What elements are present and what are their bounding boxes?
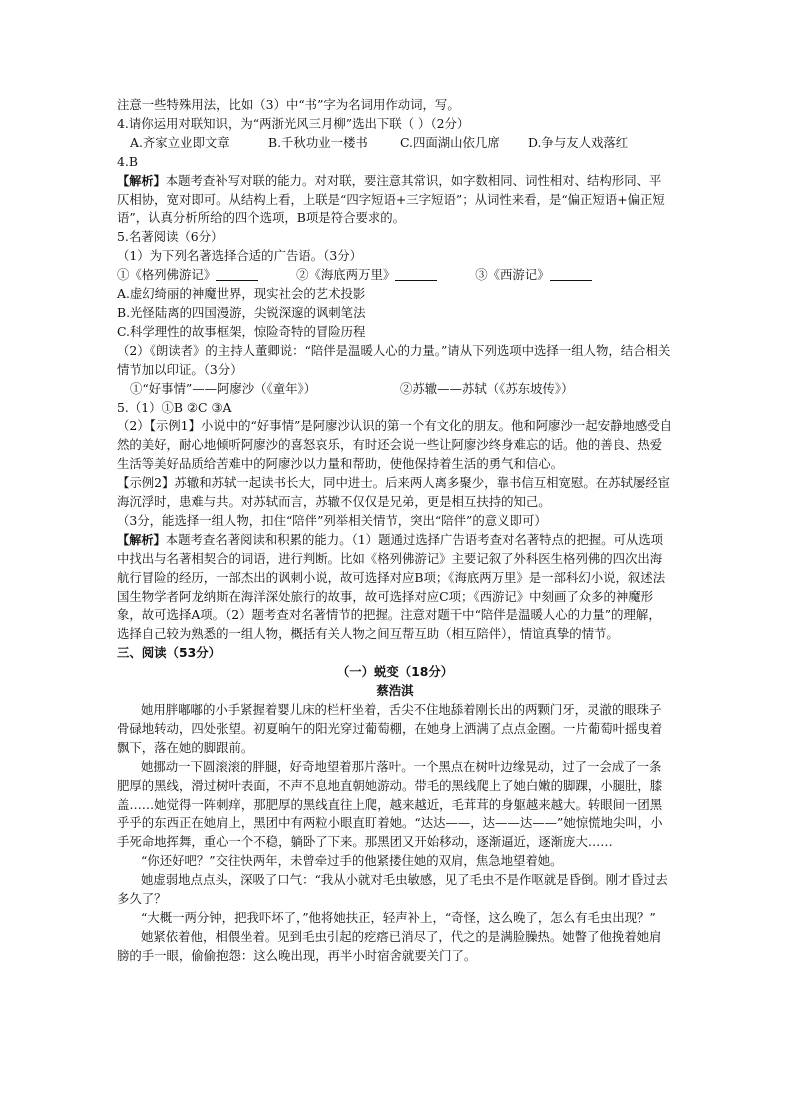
question-5-1: （1）为下列名著选择合适的广告语。（3分） [117, 248, 362, 264]
question-5-2: （2）《朗读者》的主持人董卿说：“陪伴是温暖人心的力量。”请从下列选项中选择一组人物，结合相关情节加以印证。（3分） [117, 342, 671, 377]
book-3: ③《西游记》 [475, 267, 550, 283]
analysis-tag: 【解析】 [117, 173, 166, 188]
text-line: 注意一些特殊用法，比如（3）中“书”字为名词用作动词，写。 [117, 97, 460, 112]
book-1: ①《格列佛游记》 [117, 267, 217, 283]
answer-blank [216, 267, 258, 281]
answer-5-2-example-2: 【示例2】苏辙和苏轼一起读书长大，同中进士。后来两人离多聚少，靠书信互相宽慰。在苏轼屡经宦海沉浮时，患难与共。对苏轼而言，苏辙不仅仅是兄弟，更是相互扶持的知己。 [117, 475, 671, 510]
article-author: 蔡浩淇 [376, 683, 414, 699]
analysis-text: 本题考查补写对联的能力。对对联，要注意其常识，如字数相同、词性相对、结构形同、平仄相协，宽对即可。从结构上看，上联是“四字短语+三字短语”；从词性来看，是“偏正短语+偏正短语”，认真分析所给的四个选项，B项是符合要求的。 [117, 172, 665, 226]
ad-option-a: A.虚幻绮丽的神魔世界，现实社会的艺术投影 [117, 286, 366, 302]
story-paragraph: “你还好吧？”交往快两年，未曾牵过手的他紧搂住她的双肩，焦急地望着她。 [141, 853, 563, 869]
answer-4: 4.B [117, 153, 138, 169]
story-paragraph: “大概一两分钟，把我吓坏了，”他将她扶正，轻声补上，“奇怪，这么晚了，怎么有毛虫出现？” [141, 909, 656, 925]
ad-option-c: C.科学理性的故事框架，惊险奇特的冒险历程 [117, 323, 366, 339]
analysis-tag: 【解析】 [117, 532, 166, 547]
book-list [117, 266, 673, 285]
scoring-note: （3分，能选择一组人物，扣住“陪伴”列举相关情节，突出“陪伴”的意义即可） [117, 512, 547, 528]
answer-5-2-example-1: （2）【示例1】小说中的“好事情”是阿廖沙认识的第一个有文化的朋友。他和阿廖沙一起安静地感受自然的美好，耐心地倾听阿廖沙的喜怒哀乐，有时还会说一些让阿廖沙终身难忘的话。他的善良、热爱生活等美好品质给苦难中的阿廖沙以力量和帮助，使他保持着生活的勇气和信心。 [117, 418, 673, 472]
option-c: C.四面湖山依几席 [400, 134, 500, 150]
option-d: D.争与友人戏落红 [528, 134, 629, 150]
question-4: 4.请你运用对联知识，为“两浙光风三月柳”选出下联（ ）（2分） [117, 115, 470, 131]
answer-blank [395, 267, 437, 281]
option-1: ①“好事情”——阿廖沙（《童年》） [130, 380, 317, 396]
document-page [117, 96, 673, 966]
story-paragraph: 她用胖嘟嘟的小手紧握着婴儿床的栏杆坐着，舌尖不住地舔着刚长出的两颗门牙，灵澈的眼珠子骨碌地转动，四处张望。初夏晌午的阳光穿过葡萄棚，在她身上洒满了点点金圈。一片葡萄叶摇曳着飘下，落在她的脚跟前。 [117, 702, 663, 755]
analysis-4 [117, 172, 673, 229]
section-heading: 三、阅读（53分） [117, 645, 221, 661]
book-2: ②《海底两万里》 [296, 267, 396, 283]
option-a: A.齐家立业即文章 [130, 134, 230, 150]
ad-option-b: B.光怪陆离的四国漫游，尖锐深邃的讽刺笔法 [117, 304, 366, 320]
answer-blank [550, 267, 592, 281]
story-paragraph: 她挪动一下圆滚滚的胖腿，好奇地望着那片落叶。一个黑点在树叶边缘晃动，过了一会成了一条肥厚的黑线，滑过树叶表面，不声不息地直朝她游动。带毛的黑线爬上了她白嫩的脚踝，小腿肚，膝盖……她觉得一阵刺痒，那肥厚的黑线直往上爬，越来越近，毛茸茸的身躯越来越大。转眼间一团黑乎乎的东西正在她肩上，黑团中有两粒小眼直盯着她。“达达——，达——达——”她惊慌地尖叫，小手死命地挥舞，重心一个不稳，躺卧了下来。那黑团又开始移动，逐渐逼近，逐渐庞大…… [117, 758, 663, 850]
story-paragraph: 她虚弱地点点头，深吸了口气：“我从小就对毛虫敏感，见了毛虫不是作呕就是昏倒。刚才昏过去多久了？ [117, 872, 668, 907]
story-paragraph: 她紧依着他，相偎坐着。见到毛虫引起的疙瘩已消尽了，代之的是满脸臊热。她瞥了他挽着她肩膀的手一眼，偷偷抱怨：这么晚出现，再半小时宿舍就要关门了。 [117, 928, 662, 963]
option-b: B.千秋功业一楼书 [268, 134, 368, 150]
answer-5-1: 5.（1）①B ②C ③A [117, 399, 232, 415]
article-title: （一）蜕变（18分） [336, 664, 454, 680]
question-5: 5.名著阅读（6分） [117, 229, 224, 245]
question-5-2-options [117, 380, 673, 399]
question-4-options [117, 134, 673, 153]
analysis-text: 本题考查名著阅读和积累的能力。（1）题通过选择广告语考查对名著特点的把握。可从选项中找出与名著相契合的词语，进行判断。比如《格列佛游记》主要记叙了外科医生格列佛的四次出海航行冒险的经历，一部杰出的讽刺小说，故可选择对应B项；《海底两万里》是一部科幻小说，叙述法国生物学者阿龙纳斯在海洋深处旅行的故事，故可选择对应C项；《西游记》中刻画了众多的神魔形象，故可选择A项。（2）题考查对名著情节的把握。注意对题干中“陪伴是温暖人心的力量”的理解，选择自己较为熟悉的一组人物，概括有关人物之间互帮互助（相互陪伴），情谊真挚的情节。 [117, 531, 666, 642]
analysis-5 [117, 531, 673, 644]
option-2: ②苏辙——苏轼（《苏东坡传》） [400, 380, 574, 396]
